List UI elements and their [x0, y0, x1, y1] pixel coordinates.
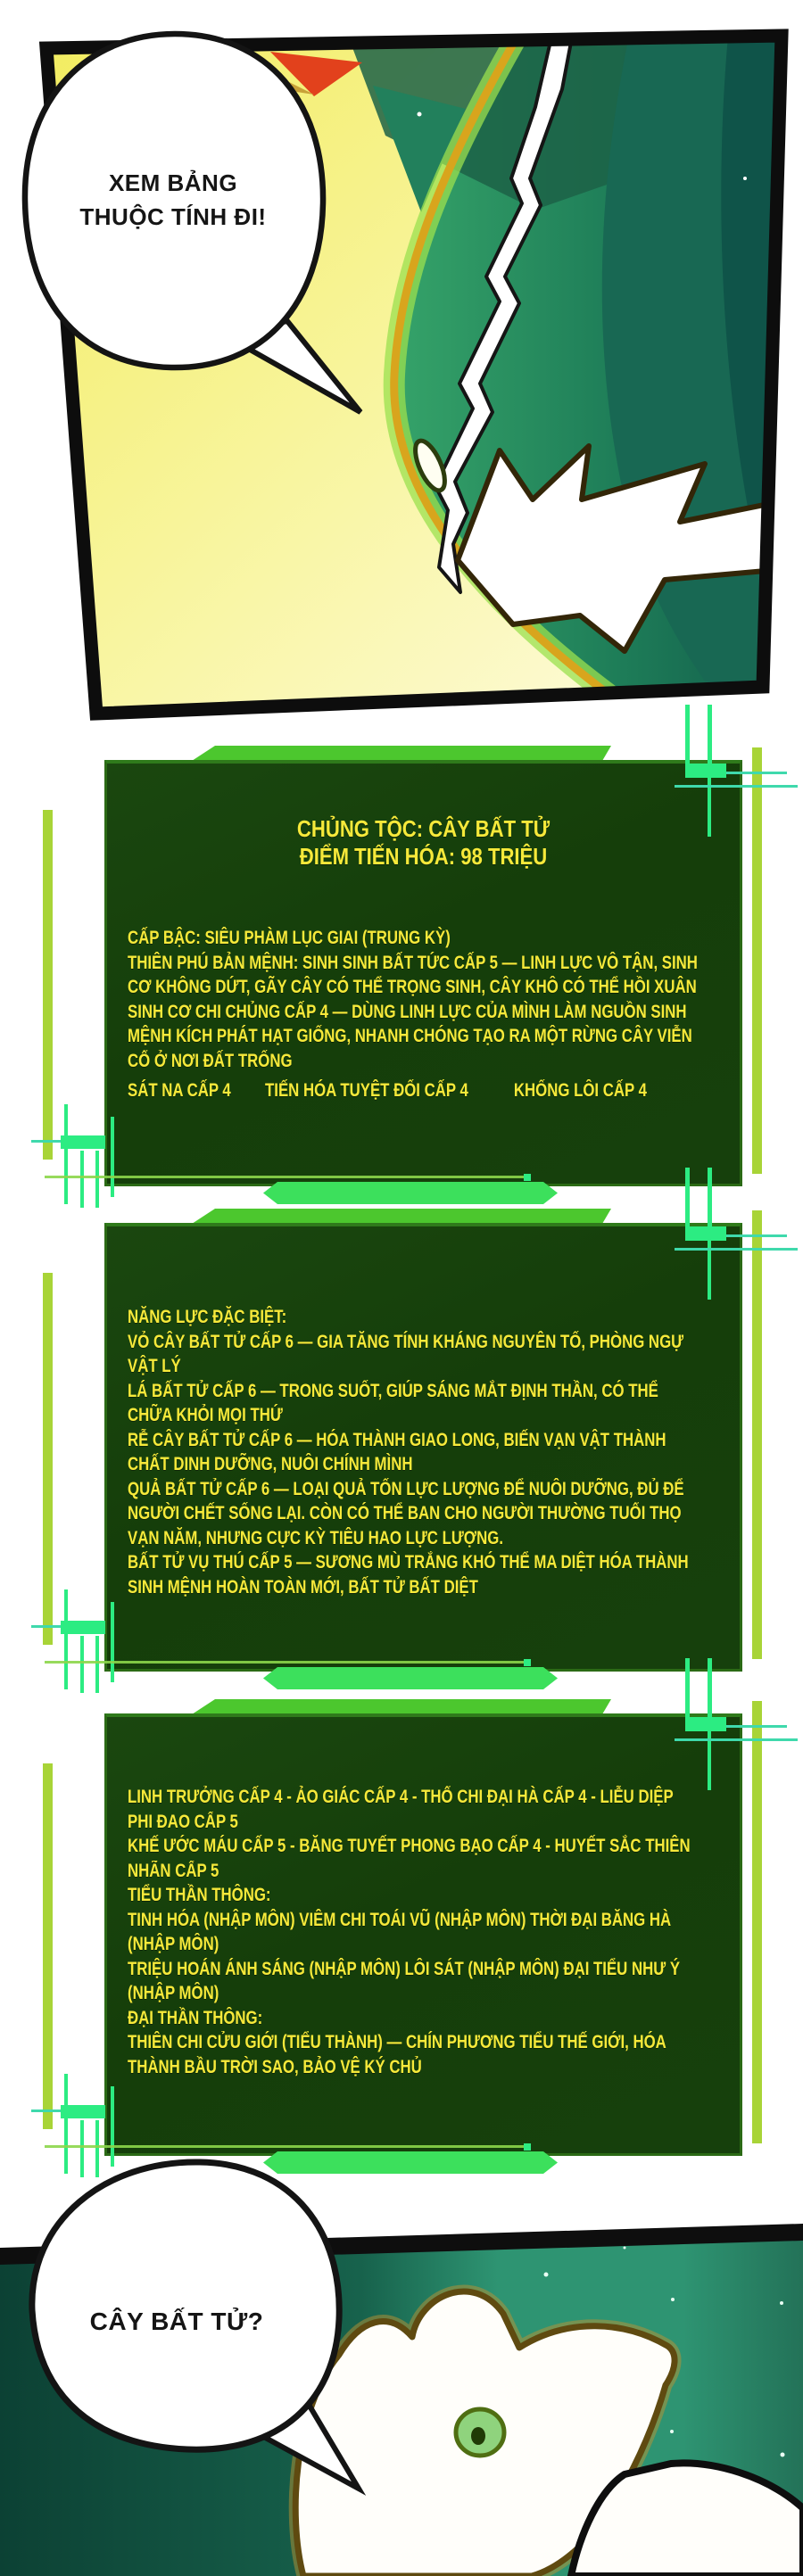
hud-line: [708, 705, 712, 767]
speech-bubble-text: [61, 166, 286, 234]
panel-text-line: QUẢ BẤT TỬ CẤP 6 — LOẠI QUẢ TỐN LỰC LƯỢNG ĐỂ NUÔI DƯỠNG, ĐỦ ĐỂ: [128, 1478, 684, 1499]
hud-tick: [64, 1589, 68, 1689]
panel-text-line: THIÊN PHÚ BẢN MỆNH: SINH SINH BẤT TỨC CẤP 5 — LINH LỰC VÔ TẬN, SINH: [128, 952, 698, 973]
panel-header: [104, 815, 742, 871]
panel-text-line: CƠ KHÔNG DỨT, GÃY CÂY CÓ THỂ TRỌNG SINH, CÂY KHÔ CÓ THỂ HỒI XUÂN: [128, 977, 697, 997]
hud-line: [708, 1658, 712, 1721]
status-panel-race: [104, 760, 742, 1186]
hud-baseline: [45, 1176, 526, 1178]
panel-header-line: ĐIỂM TIẾN HÓA: 98 TRIỆU: [299, 843, 548, 870]
status-panel-abilities: [104, 1223, 742, 1672]
hud-tick: [95, 2120, 99, 2177]
hud-tick: [95, 1636, 99, 1693]
sparkle-dot: [418, 112, 422, 117]
hud-baseline: [45, 2145, 526, 2148]
divider-hex-bar: [263, 1667, 558, 1689]
panel-text-line: CHỮA KHỎI MỌI THỨ: [128, 1405, 283, 1425]
hud-line: [685, 1168, 690, 1230]
sparkle-dot: [743, 177, 747, 180]
bubble-line: CÂY BẤT TỬ?: [89, 2308, 264, 2335]
hud-line: [675, 1248, 798, 1251]
panel-text-line: VẬT LÝ: [128, 1356, 181, 1376]
panel-text-line: TINH HÓA (NHẬP MÔN) VIÊM CHI TOÁI VŨ (NHẬP MÔN) THỜI ĐẠI BĂNG HÀ: [128, 1909, 672, 1930]
hud-endtick: [524, 1659, 531, 1666]
panel-body: [128, 1785, 737, 2079]
panel-text-line: MỆNH KÍCH PHÁT HẠT GIỐNG, NHANH CHÓNG TẠO RA MỘT RỪNG CÂY VIỄN: [128, 1026, 692, 1046]
panel-text-line: NĂNG LỰC ĐẶC BIỆT:: [128, 1307, 287, 1327]
hud-line: [708, 1168, 712, 1230]
side-bar-right: [752, 1210, 762, 1659]
panel-text-line: BẤT TỬ VỤ THÚ CẤP 5 — SƯƠNG MÙ TRẮNG KHÓ THỂ MA DIỆT HÓA THÀNH: [128, 1552, 689, 1573]
panel-text-line: CẤP BẬC: SIÊU PHÀM LỤC GIAI (TRUNG KỲ): [128, 928, 451, 948]
speech-bubble-text: [77, 2307, 277, 2337]
panel-text-line: ĐẠI THẦN THÔNG:: [128, 2007, 263, 2028]
panel-body: [128, 926, 737, 1103]
hud-rect: [685, 764, 726, 778]
panel-text-line: THIÊN CHI CỬU GIỚI (TIỂU THÀNH) — CHÍN PHƯƠNG TIỂU THẾ GIỚI, HÓA: [128, 2032, 666, 2052]
hud-tick: [64, 2074, 68, 2174]
panel-text-line: CHẤT DINH DƯỠNG, NUÔI CHÍNH MÌNH: [128, 1454, 413, 1474]
bubble-line: THUỘC TÍNH ĐI!: [79, 203, 267, 230]
panel-text-line: LINH TRƯỞNG CẤP 4 - ẢO GIÁC CẤP 4 - THỔ CHI ĐẠI HÀ CẤP 4 - LIỄU DIỆP: [128, 1787, 674, 1807]
panel-text-line: VẠN NĂM, NHƯNG CỰC KỲ TIÊU HAO LỰC LƯỢNG.: [128, 1527, 504, 1548]
hud-rect: [685, 1226, 726, 1241]
panel-top-tab: [192, 1699, 611, 1714]
side-bar-left: [43, 1763, 53, 2129]
sparkle-dot: [703, 533, 708, 538]
hud-baseline: [45, 1661, 526, 1664]
status-panel-skills: [104, 1713, 742, 2156]
hud-endtick: [524, 1174, 531, 1181]
creature-pupil: [471, 2427, 485, 2445]
side-bar-right: [752, 1701, 762, 2143]
hud-line: [685, 1658, 690, 1721]
stat-item: SÁT NA CẤP 4: [128, 1080, 231, 1101]
hud-tick: [111, 1117, 114, 1197]
panel-text-line: PHI ĐAO CẤP 5: [128, 1811, 238, 1832]
hud-line: [685, 705, 690, 767]
side-bar-right: [752, 747, 762, 1174]
panel-header-line: CHỦNG TỘC: CÂY BẤT TỬ: [296, 815, 551, 842]
hud-tick: [80, 2120, 84, 2177]
side-bar-left: [43, 1273, 53, 1645]
stat-item: KHỐNG LÔI CẤP 4: [513, 1080, 647, 1101]
panel-text-line: NGƯỜI CHẾT SỐNG LẠI. CÒN CÓ THỂ BAN CHO NGƯỜI THƯỜNG TUỔI THỌ: [128, 1503, 682, 1523]
comic-panel-bottom: [0, 2141, 803, 2576]
hud-line: [675, 785, 798, 788]
hud-tick: [111, 2086, 114, 2167]
hud-rect: [685, 1717, 726, 1731]
divider-hex-bar: [263, 1182, 558, 1204]
panel-text-line: VỎ CÂY BẤT TỬ CẤP 6 — GIA TĂNG TÍNH KHÁNG NGUYÊN TỐ, PHÒNG NGỰ: [128, 1331, 684, 1352]
panel-text-line: NHÃN CẤP 5: [128, 1860, 219, 1881]
panel-text-line: CỔ Ở NƠI ĐẤT TRỐNG: [128, 1050, 293, 1071]
hud-tick: [64, 1104, 68, 1204]
panel-text-line: TIỂU THẦN THÔNG:: [128, 1885, 271, 1905]
panel-text-line: KHẾ ƯỚC MÁU CẤP 5 - BĂNG TUYẾT PHONG BẠO CẤP 4 - HUYẾT SẮC THIÊN: [128, 1836, 691, 1856]
panel-text-line: SINH MỆNH HOÀN TOÀN MỚI, BẤT TỬ BẤT DIỆT: [128, 1576, 478, 1598]
panel-text-line: THÀNH BẦU TRỜI SAO, BẢO VỆ KÝ CHỦ: [128, 2056, 422, 2077]
panel-text-line: RỄ CÂY BẤT TỬ CẤP 6 — HÓA THÀNH GIAO LONG, BIẾN VẠN VẬT THÀNH: [128, 1429, 666, 1450]
hud-line: [726, 772, 787, 774]
comic-panel-top: [0, 0, 803, 724]
hud-line: [726, 1234, 787, 1237]
divider-hex-bar: [263, 2151, 558, 2174]
bubble-line: XEM BẢNG: [108, 169, 238, 196]
hud-tick: [111, 1602, 114, 1682]
panel-stats-row: [128, 1078, 647, 1103]
hud-line: [726, 1725, 787, 1728]
hud-tick: [80, 1636, 84, 1693]
panel-text-line: TRIỆU HOÁN ÁNH SÁNG (NHẬP MÔN) LÔI SÁT (NHẬP MÔN) ĐẠI TIỂU NHƯ Ý: [128, 1958, 681, 1979]
panel-body: [128, 1305, 737, 1599]
panel-text-line: (NHẬP MÔN): [128, 1983, 219, 2003]
panel-top-tab: [192, 746, 611, 761]
panel-text-line: (NHẬP MÔN): [128, 1934, 219, 1954]
hud-tick: [80, 1151, 84, 1208]
hud-endtick: [524, 2143, 531, 2151]
panel-text-line: LÁ BẤT TỬ CẤP 6 — TRONG SUỐT, GIÚP SÁNG MẮT ĐỊNH THẦN, CÓ THỂ: [128, 1380, 658, 1401]
side-bar-left: [43, 810, 53, 1160]
hud-tick: [95, 1151, 99, 1208]
hud-line: [675, 1738, 798, 1741]
panel-text-line: SINH CƠ CHI CHỦNG CẤP 4 — DÙNG LINH LỰC CỦA MÌNH LÀM NGUỒN SINH: [128, 1001, 687, 1022]
panel-top-tab: [192, 1209, 611, 1224]
stat-item: TIẾN HÓA TUYỆT ĐỐI CẤP 4: [265, 1080, 468, 1101]
